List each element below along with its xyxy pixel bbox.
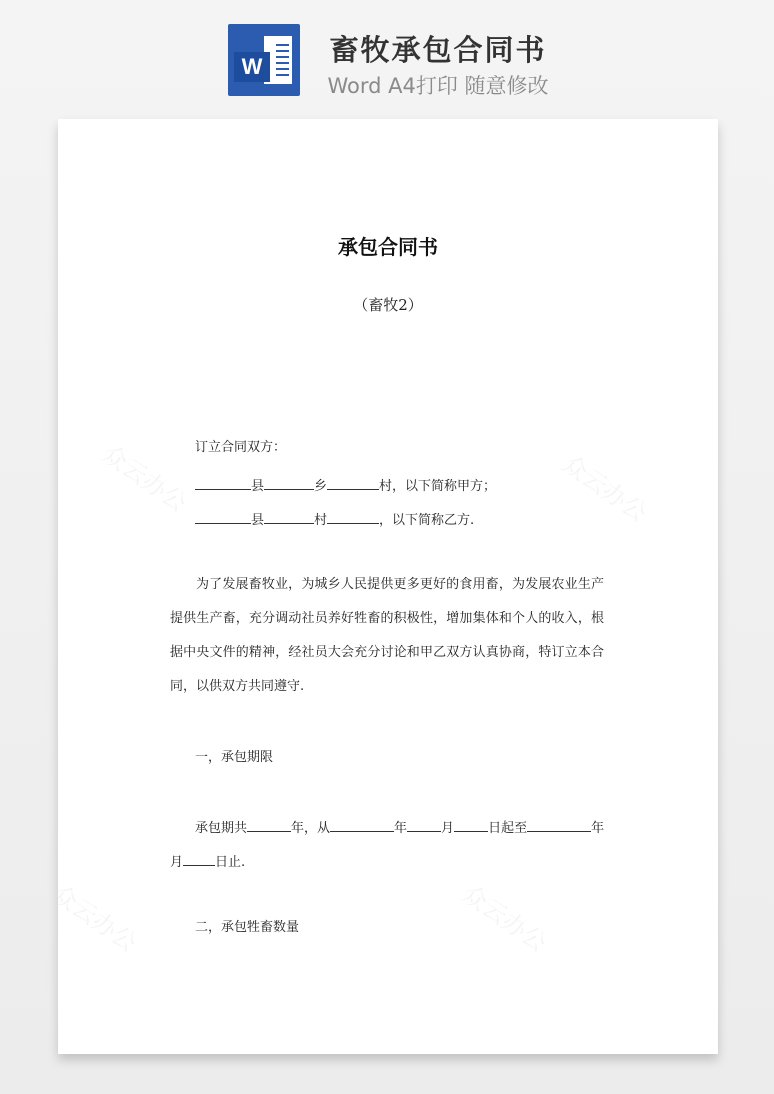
watermark (457, 875, 556, 959)
banner (0, 0, 774, 118)
watermark (97, 435, 196, 519)
document-title: 承包合同书 (338, 235, 438, 259)
term-line-2: 月 日止. (170, 851, 245, 872)
village-name-blank[interactable] (327, 509, 379, 524)
party-a-line: 县 乡 村，以下简称甲方； (195, 475, 496, 496)
end-day-blank[interactable] (183, 851, 215, 866)
party-b-line: 县 村 ，以下简称乙方. (195, 509, 474, 530)
term-line-1: 承包期共 年，从 年 月 日起至 年 (195, 817, 604, 838)
term-length-blank[interactable] (247, 817, 291, 832)
township-blank[interactable] (264, 475, 314, 490)
banner-subtitle: Word A4打印 随意修改 (327, 74, 549, 98)
section1-heading: 一，承包期限 (195, 750, 274, 765)
watermark (58, 875, 145, 959)
start-month-blank[interactable] (407, 817, 441, 832)
watermark (557, 445, 656, 529)
end-year-blank[interactable] (527, 817, 591, 832)
parties-heading: 订立合同双方： (195, 440, 287, 455)
village-blank[interactable] (327, 475, 379, 490)
document-page (58, 119, 718, 1054)
document-subtitle: （畜牧2） (353, 296, 423, 314)
village-blank[interactable] (264, 509, 314, 524)
section2-heading: 二，承包牲畜数量 (195, 920, 300, 935)
word-icon (228, 24, 300, 96)
banner-title: 畜牧承包合同书 (329, 33, 547, 67)
county-blank[interactable] (195, 475, 251, 490)
start-year-blank[interactable] (330, 817, 394, 832)
start-day-blank[interactable] (454, 817, 488, 832)
word-letter: W (234, 52, 270, 82)
county-blank[interactable] (195, 509, 251, 524)
intro-paragraph: 为了发展畜牧业，为城乡人民提供更多更好的食用畜，为发展农业生产提供生产畜，充分调动社员养好牲畜的积极性，增加集体和个人的收入，根据中央文件的精神，经社员大会充分讨论和甲乙双方认真协商，特订立本合同，以供双方共同遵守. (170, 577, 604, 694)
